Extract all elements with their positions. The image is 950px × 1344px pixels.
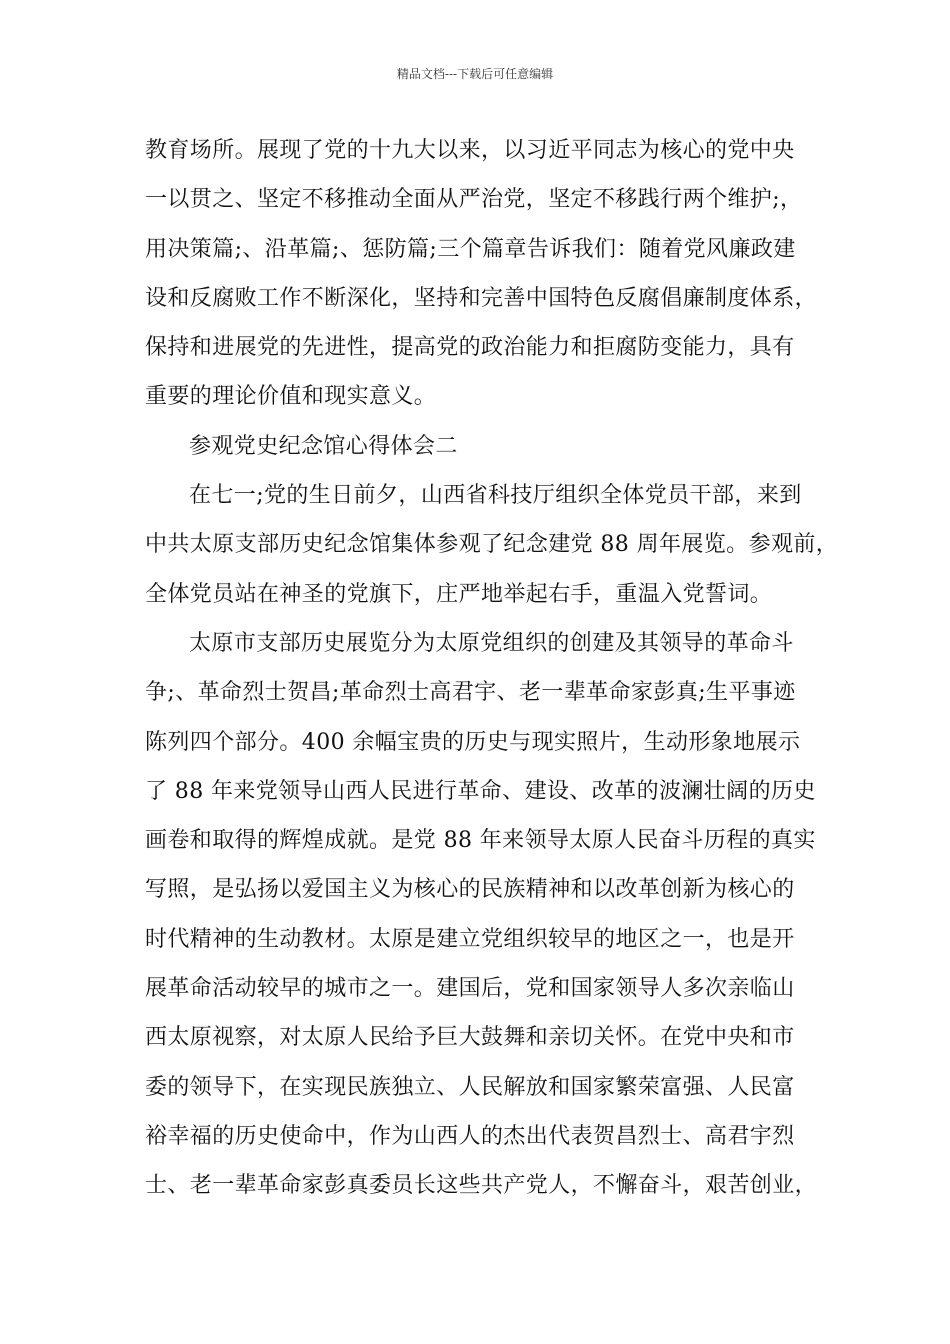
text-line: 展革命活动较早的城市之一。建国后，党和国家领导人多次亲临山 xyxy=(145,976,795,1002)
page-header: 精品文档---下载后可任意编辑 xyxy=(396,67,554,81)
section-heading: 参观党史纪念馆心得体会二 xyxy=(189,433,458,459)
text-line: 重要的理论价值和现实意义。 xyxy=(145,384,437,410)
text-line: 全体党员站在神圣的党旗下，庄严地举起右手，重温入党誓词。 xyxy=(145,581,773,607)
text-line: 一以贯之、坚定不移推动全面从严治党，坚定不移践行两个维护;， xyxy=(145,187,803,213)
text-line: 保持和进展党的先进性，提高党的政治能力和拒腐防变能力，具有 xyxy=(145,335,795,361)
document-body xyxy=(145,126,839,1211)
text-line: 中共太原支部历史纪念馆集体参观了纪念建党 88 周年展览。参观前， xyxy=(145,532,839,558)
text-line: 在七一;党的生日前夕，山西省科技厅组织全体党员干部，来到 xyxy=(189,483,802,509)
text-line: 西太原视察，对太原人民给予巨大鼓舞和亲切关怀。在党中央和市 xyxy=(145,1025,795,1051)
text-line: 写照，是弘扬以爱国主义为核心的民族精神和以改革创新为核心的 xyxy=(145,877,795,903)
text-line: 士、老一辈革命家彭真委员长这些共产党人，不懈奋斗，艰苦创业， xyxy=(145,1173,818,1199)
text-line: 裕幸福的历史使命中，作为山西人的杰出代表贺昌烈士、高君宇烈 xyxy=(145,1123,795,1149)
text-line: 委的领导下，在实现民族独立、人民解放和国家繁荣富强、人民富 xyxy=(145,1074,795,1100)
text-line: 了 88 年来党领导山西人民进行革命、建设、改革的波澜壮阔的历史 xyxy=(145,778,816,804)
text-line: 时代精神的生动教材。太原是建立党组织较早的地区之一，也是开 xyxy=(145,926,795,952)
text-line: 争;、革命烈士贺昌;革命烈士高君宇、老一辈革命家彭真;生平事迹 xyxy=(145,680,796,706)
text-line: 陈列四个部分。400 余幅宝贵的历史与现实照片，生动形象地展示 xyxy=(145,729,801,755)
text-line: 设和反腐败工作不断深化，坚持和完善中国特色反腐倡廉制度体系， xyxy=(145,285,818,311)
text-line: 太原市支部历史展览分为太原党组织的创建及其领导的革命斗 xyxy=(189,630,794,656)
text-line: 用决策篇;、沿革篇;、惩防篇;三个篇章告诉我们：随着党风廉政建 xyxy=(145,236,796,262)
text-line: 画卷和取得的辉煌成就。是党 88 年来领导太原人民奋斗历程的真实 xyxy=(145,828,816,854)
text-line: 教育场所。展现了党的十九大以来，以习近平同志为核心的党中央 xyxy=(145,138,795,163)
